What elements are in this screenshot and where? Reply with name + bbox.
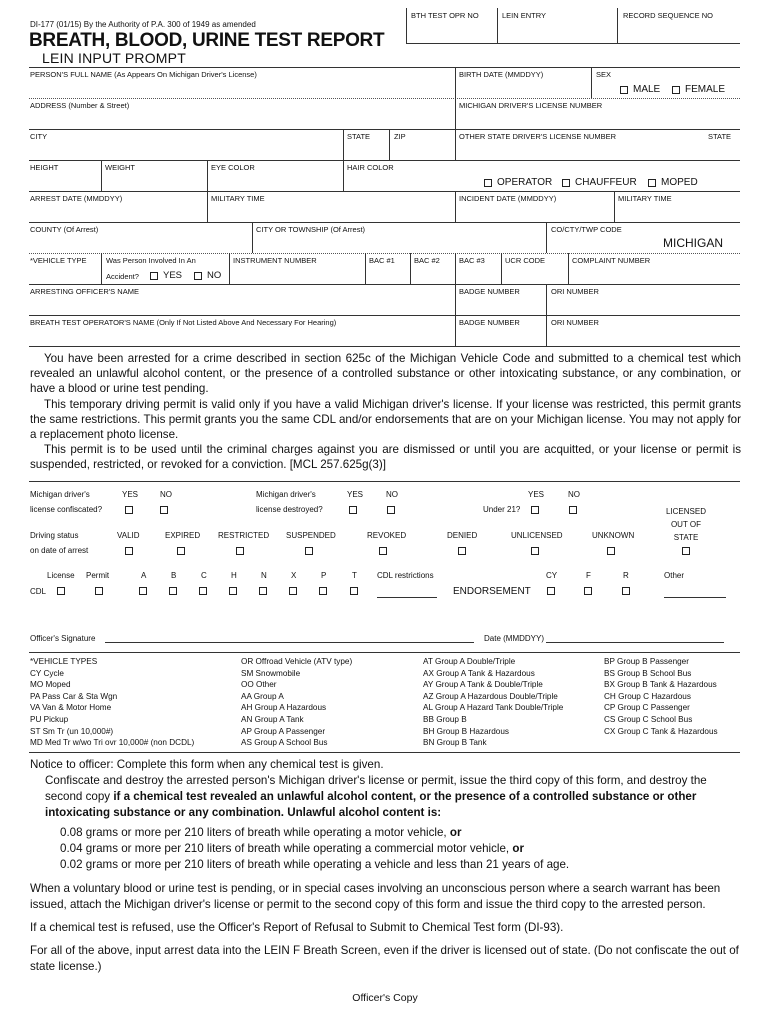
status-restricted-checkbox[interactable] [236,547,244,555]
county-label: COUNTY (Of Arrest) [30,225,99,234]
weight-field[interactable] [103,172,205,190]
confiscated-yes-label: YES [122,490,139,499]
arrest-date-field[interactable] [29,203,205,221]
endorsement-f-label: F [586,571,591,580]
city-field[interactable] [29,141,341,159]
status-unlicensed-label: UNLICENSED [511,531,563,540]
female-label: FEMALE [685,84,726,95]
status-unknown-checkbox[interactable] [607,547,615,555]
bth-test-opr-box-label: BTH TEST OPR NO [411,11,479,20]
status-suspended-checkbox[interactable] [305,547,313,555]
address-field[interactable] [29,110,453,128]
endorsement-r-checkbox[interactable] [622,587,630,595]
vehicle-codes-col3: AT Group A Double/Triple AX Group A Tank & Hazardous AY Group A Tank & Double/Triple AZ Group A Hazardous Double/Triple AL Group A Hazard Tank Double/Triple BB Group B BH Group B Hazardous BN Group B Tank [423,657,564,748]
destroyed-yes-checkbox[interactable] [349,506,357,514]
notice-heading: Notice to officer: Complete this form when any chemical test is given. [30,758,384,771]
ori-number-1-field[interactable] [548,296,740,314]
military-time-field[interactable] [209,203,453,221]
state-field[interactable] [345,141,387,159]
licensed-out-of-state-checkbox[interactable] [682,547,690,555]
accident-question-line1: Was Person Involved In An [106,256,196,265]
under21-yes-label: YES [528,490,545,499]
city-township-field[interactable] [254,234,544,252]
vehicle-codes-col4: BP Group B Passenger BS Group B School Bus BX Group B Tank & Hazardous CH Group C Hazardous CP Group C Passenger CS Group C School Bus CX Group C Tank & Hazardous [604,657,718,736]
endorsement-r-label: R [623,571,629,580]
endorsement-x-label: X [291,571,297,580]
vehicle-codes-col2: OR Offroad Vehicle (ATV type) SM Snowmobile OO Other AA Group A AH Group A Hazardous AN Group A Tank AP Group A Passenger AS Group A School Bus [241,657,353,748]
confiscated-no-label: NO [160,490,172,499]
endorsement-b-checkbox[interactable] [169,587,177,595]
eye-color-field[interactable] [209,172,341,190]
confiscated-question-line2: license confiscated? [30,505,103,514]
ucr-code-label: UCR CODE [505,256,546,265]
signature-date-label: Date (MMDDYY) [484,634,545,643]
bac3-field[interactable] [457,265,499,283]
ori-number-1-label: ORI NUMBER [551,287,599,296]
under21-yes-checkbox[interactable] [531,506,539,514]
officers-copy-label: Officer's Copy [352,992,418,1004]
badge-number-1-field[interactable] [457,296,544,314]
bac2-label: BAC #2 [414,256,440,265]
status-expired-label: EXPIRED [165,531,201,540]
form-id: DI-177 (01/15) By the Authority of P.A. 300 of 1949 as amended [30,20,256,29]
status-unlicensed-checkbox[interactable] [531,547,539,555]
destroyed-question-line1: Michigan driver's [256,490,316,499]
notice-limit-1: 0.08 grams or more per 210 liters of breath while operating a motor vehicle, or [60,826,462,839]
status-revoked-checkbox[interactable] [379,547,387,555]
destroyed-yes-label: YES [347,490,364,499]
bac1-field[interactable] [367,265,408,283]
cdl-license-label: License [47,571,75,580]
endorsement-h-label: H [231,571,237,580]
ori-number-2-field[interactable] [548,327,740,345]
complaint-number-label: COMPLAINT NUMBER [572,256,651,265]
operator-checkbox[interactable] [484,179,492,187]
mi-license-label: MICHIGAN DRIVER'S LICENSE NUMBER [459,101,603,110]
status-restricted-label: RESTRICTED [218,531,270,540]
other-state-label: STATE [708,132,732,141]
status-valid-checkbox[interactable] [125,547,133,555]
endorsement-cy-checkbox[interactable] [547,587,555,595]
cdl-restrictions-label: CDL restrictions [377,571,434,580]
endorsement-x-checkbox[interactable] [289,587,297,595]
instrument-field[interactable] [231,265,363,283]
endorsement-p-label: P [321,571,327,580]
notice-paragraph-1: Confiscate and destroy the arrested person's Michigan driver's license or permit, issue the third copy of this form, and destroy the second copy if a chemical test revealed an unlawful alcohol content, or the presence of a controlled substance or other intoxicating substance or any combination. Unlawful alcohol content is: [45,774,707,819]
permit-paragraph-3: This permit is to be used until the criminal charges against you are dismissed or until you are acquitted, or your license or permit is suspended, restricted, or revoked for a conviction. [MCL 257.625g(3)] [30,443,741,472]
notice-limit-3: 0.02 grams or more per 210 liters of breath while operating a vehicle and less than 21 years of age. [60,858,570,871]
endorsement-t-label: T [352,571,357,580]
military-time-2-label: MILITARY TIME [618,194,672,203]
instrument-label: INSTRUMENT NUMBER [233,256,317,265]
co-cty-twp-label: CO/CTY/TWP CODE [551,225,622,234]
accident-question-line2: Accident? [106,272,139,281]
moped-label: MOPED [661,177,698,188]
signature-date-line[interactable] [546,642,724,643]
full-name-field[interactable] [29,79,453,97]
hair-color-label: HAIR COLOR [347,163,394,172]
chauffeur-checkbox[interactable] [562,179,570,187]
michigan-state-text: MICHIGAN [663,236,723,250]
cdl-restrictions-field[interactable] [377,597,437,598]
accident-yes-label: YES [163,270,183,281]
under21-no-checkbox[interactable] [569,506,577,514]
vehicle-codes-col1: *VEHICLE TYPES CY Cycle MO Moped PA Pass Car & Sta Wgn VA Van & Motor Home PU Pickup ST Sm Tr (un 10,000#) MD Med Tr w/wo Tri ovr 10,000# (non DCDL) [30,657,195,748]
incident-date-label: INCIDENT DATE (MMDDYY) [459,194,557,203]
permit-paragraph-1: You have been arrested for a crime described in section 625c of the Michigan Vehicle Code and submitted to a chemical test which revealed an unlawful alcohol content, or the presence of a controlled substance or other intoxicating substance, or any combination, or have a blood or urine test pending. [30,352,741,396]
zip-field[interactable] [391,141,453,159]
accident-yes-checkbox[interactable] [150,272,158,280]
form-title: BREATH, BLOOD, URINE TEST REPORT [29,30,385,51]
male-label: MALE [633,84,661,95]
endorsement-label: ENDORSEMENT [453,586,531,597]
height-label: HEIGHT [30,163,59,172]
full-name-label: PERSON'S FULL NAME (As Appears On Michigan Driver's License) [30,70,257,79]
cdl-permit-label: Permit [86,571,110,580]
endorsement-other-field[interactable] [664,597,726,598]
endorsement-h-checkbox[interactable] [229,587,237,595]
accident-no-label: NO [207,270,222,281]
accident-no-checkbox[interactable] [194,272,202,280]
chauffeur-label: CHAUFFEUR [575,177,637,188]
permit-text [30,351,741,473]
bac1-label: BAC #1 [369,256,395,265]
military-time-label: MILITARY TIME [211,194,265,203]
record-sequence-box-label: RECORD SEQUENCE NO [623,11,714,20]
status-revoked-label: REVOKED [367,531,407,540]
birth-date-field[interactable] [457,79,589,97]
county-field[interactable] [29,234,250,252]
vehicle-type-field[interactable] [29,265,99,283]
eye-color-label: EYE COLOR [211,163,255,172]
notice-paragraph-2: When a voluntary blood or urine test is pending, or in special cases involving an unconscious person where a search warrant has been issued, attach the Michigan driver's license or permit to the second copy of this form and issue the third copy to the arrested person. [30,882,721,911]
military-time-2-field[interactable] [616,203,740,221]
moped-checkbox[interactable] [648,179,656,187]
ucr-code-field[interactable] [503,265,566,283]
endorsement-f-checkbox[interactable] [584,587,592,595]
permit-paragraph-2: This temporary driving permit is valid only if you have a valid Michigan driver's license. If your license was restricted, this permit grants the same restrictions. This permit grants you the same CDL and/or endorsements that are on your Michigan license. You may not apply for a replacement photo license. [30,397,741,442]
arresting-officer-field[interactable] [29,296,453,314]
weight-label: WEIGHT [105,163,135,172]
notice-paragraph-3: If a chemical test is refused, use the Officer's Report of Refusal to Submit to Chemical Test form (DI-93). [30,921,564,934]
ori-number-2-label: ORI NUMBER [551,318,599,327]
status-suspended-label: SUSPENDED [286,531,336,540]
status-denied-checkbox[interactable] [458,547,466,555]
endorsement-other-label: Other [664,571,685,580]
city-label: CITY [30,132,48,141]
operator-name-field[interactable] [29,327,453,345]
arresting-officer-label: ARRESTING OFFICER'S NAME [30,287,139,296]
bac3-label: BAC #3 [459,256,485,265]
confiscated-yes-checkbox[interactable] [125,506,133,514]
male-checkbox[interactable] [620,86,628,94]
lein-entry-box-label: LEIN ENTRY [502,11,547,20]
notice-limit-2: 0.04 grams or more per 210 liters of breath while operating a commercial motor vehicle, or [60,842,524,855]
operator-label: OPERATOR [497,177,553,188]
officer-notice [30,757,741,975]
vehicle-type-label: *VEHICLE TYPE [30,256,87,265]
endorsement-c-checkbox[interactable] [199,587,207,595]
height-field[interactable] [29,172,99,190]
operator-name-label: BREATH TEST OPERATOR'S NAME (Only If Not Listed Above And Necessary For Hearing) [30,318,337,327]
form-subtitle: LEIN INPUT PROMPT [42,50,186,66]
mi-license-field[interactable] [457,110,740,128]
confiscated-no-checkbox[interactable] [160,506,168,514]
destroyed-no-label: NO [386,490,398,499]
endorsement-n-checkbox[interactable] [259,587,267,595]
status-valid-label: VALID [117,531,140,540]
destroyed-question-line2: license destroyed? [256,505,323,514]
destroyed-no-checkbox[interactable] [387,506,395,514]
cdl-label: CDL [30,587,47,596]
status-unknown-label: UNKNOWN [592,531,635,540]
birth-date-label: BIRTH DATE (MMDDYY) [459,70,544,79]
hair-color-field[interactable] [345,172,453,190]
licensed-out-of-state-label: LICENSED OUT OF STATE [665,507,706,542]
confiscated-question-line1: Michigan driver's [30,490,90,499]
endorsement-a-checkbox[interactable] [139,587,147,595]
officer-signature-label: Officer's Signature [30,634,96,643]
badge-number-1-label: BADGE NUMBER [459,287,520,296]
state-label: STATE [347,132,371,141]
zip-label: ZIP [394,132,406,141]
endorsement-t-checkbox[interactable] [350,587,358,595]
under21-no-label: NO [568,490,580,499]
endorsement-cy-label: CY [546,571,558,580]
city-township-label: CITY OR TOWNSHIP (Of Arrest) [256,225,366,234]
arrest-date-label: ARREST DATE (MMDDYY) [30,194,123,203]
badge-number-2-label: BADGE NUMBER [459,318,520,327]
cdl-license-checkbox[interactable] [57,587,65,595]
driving-status-line1: Driving status [30,531,79,540]
under21-question: Under 21? [483,505,521,514]
endorsement-c-label: C [201,571,207,580]
other-license-label: OTHER STATE DRIVER'S LICENSE NUMBER [459,132,617,141]
driving-status-line2: on date of arrest [30,546,89,555]
sex-label: SEX [596,70,612,79]
status-denied-label: DENIED [447,531,478,540]
other-license-field[interactable] [457,141,697,159]
endorsement-n-label: N [261,571,267,580]
address-label: ADDRESS (Number & Street) [30,101,130,110]
cdl-permit-checkbox[interactable] [95,587,103,595]
endorsement-a-label: A [141,571,147,580]
complaint-number-field[interactable] [570,265,740,283]
badge-number-2-field[interactable] [457,327,544,345]
status-expired-checkbox[interactable] [177,547,185,555]
female-checkbox[interactable] [672,86,680,94]
officer-signature-line[interactable] [105,642,474,643]
incident-date-field[interactable] [457,203,612,221]
bac2-field[interactable] [412,265,453,283]
endorsement-p-checkbox[interactable] [319,587,327,595]
notice-paragraph-4: For all of the above, input arrest data into the LEIN F Breath Screen, even if the driver is licensed out of state. (Do not confiscate the out of state license.) [30,944,739,973]
endorsement-b-label: B [171,571,177,580]
